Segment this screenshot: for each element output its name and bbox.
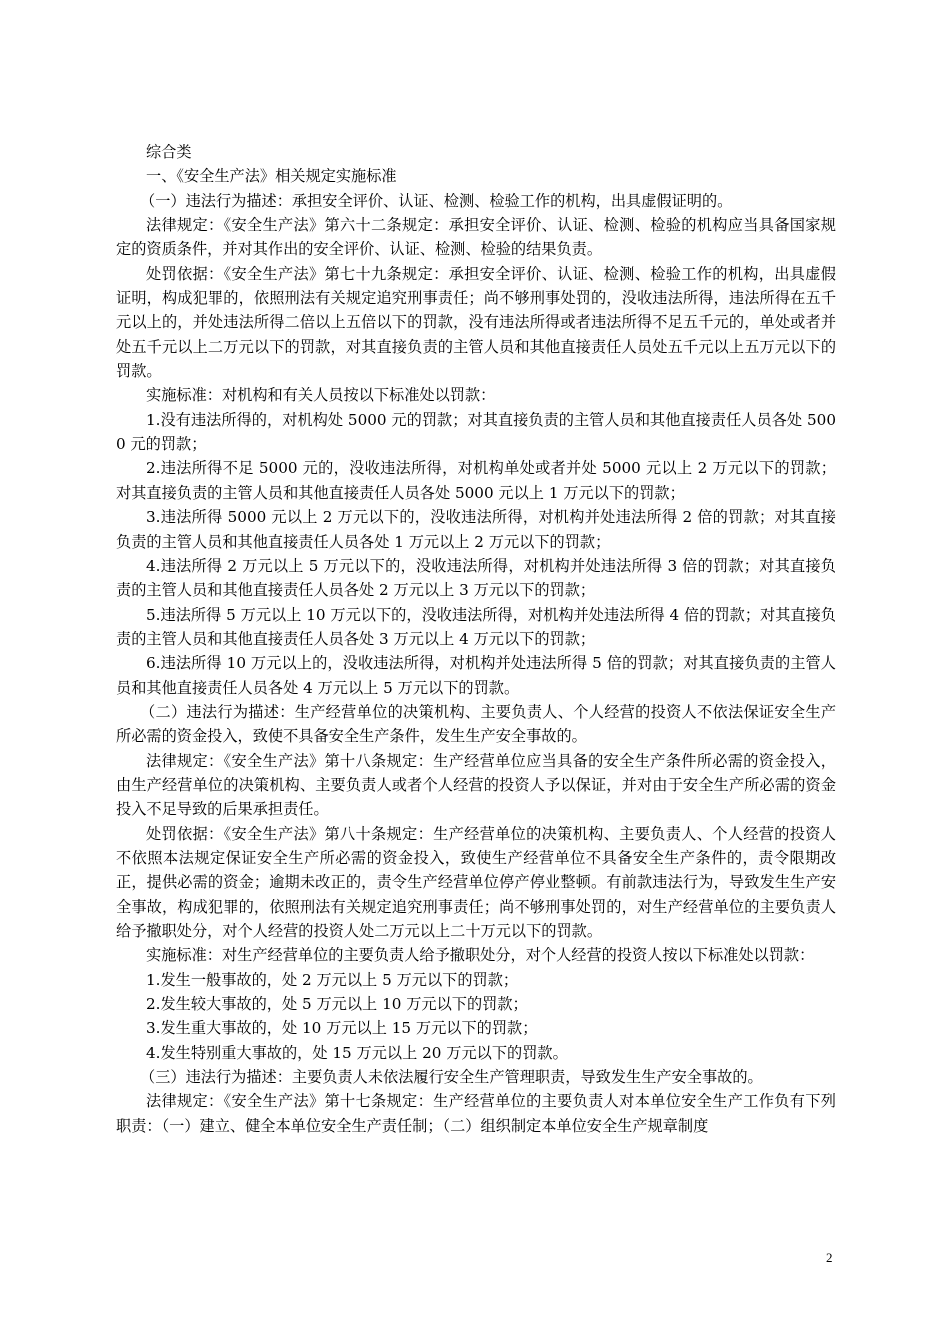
legal-provision: 法律规定：《安全生产法》第六十二条规定：承担安全评价、认证、检测、检验的机构应当具备国家规定的资质条件，并对其作出的安全评价、认证、检测、检验的结果负责。 bbox=[116, 216, 836, 259]
list-item: 2.违法所得不足 5000 元的，没收违法所得，对机构单处或者并处 5000 元以上 2 万元以下的罚款；对其直接负责的主管人员和其他直接责任人员各处 5000 元以上 1 万元以下的罚款； bbox=[116, 459, 836, 502]
penalty-basis: 处罚依据：《安全生产法》第八十条规定：生产经营单位的决策机构、主要负责人、个人经营的投资人不依照本法规定保证安全生产所必需的资金投入，致使生产经营单位不具备安全生产条件的，责令限期改正，提供必需的资金；逾期未改正的，责令生产经营单位停产停业整顿。有前款违法行为，导致发生生产安全事故，构成犯罪的，依照刑法有关规定追究刑事责任；尚不够刑事处罚的，对生产经营单位的主要负责人给予撤职处分，对个人经营的投资人处二万元以上二十万元以下的罚款。 bbox=[116, 824, 836, 940]
subsection-heading: 一、《安全生产法》相关规定实施标准 bbox=[146, 167, 397, 186]
page-number: 2 bbox=[826, 1250, 833, 1265]
list-item: 3.发生重大事故的，处 10 万元以上 15 万元以下的罚款； bbox=[146, 1019, 538, 1038]
penalty-basis: 处罚依据：《安全生产法》第七十九条规定：承担安全评价、认证、检测、检验工作的机构，出具虚假证明，构成犯罪的，依照刑法有关规定追究刑事责任；尚不够刑事处罚的，没收违法所得，违法所得在五千元以上的，并处违法所得二倍以上五倍以下的罚款，没有违法所得或者违法所得不足五千元的，单处或者并处五千元以上二万元以下的罚款，对其直接负责的主管人员和其他直接责任人员处五千元以上五万元以下的罚款。 bbox=[116, 264, 836, 381]
violation-description: （二）违法行为描述：生产经营单位的决策机构、主要负责人、个人经营的投资人不依法保证安全生产所必需的资金投入，致使不具备安全生产条件，发生生产安全事故的。 bbox=[116, 702, 836, 746]
list-item: 5.违法所得 5 万元以上 10 万元以下的，没收违法所得，对机构并处违法所得 4 倍的罚款；对其直接负责的主管人员和其他直接责任人员各处 3 万元以上 4 万元以下的罚款； bbox=[116, 605, 836, 648]
implementation-standard: 实施标准：对生产经营单位的主要负责人给予撤职处分，对个人经营的投资人按以下标准处以罚款： bbox=[146, 946, 815, 965]
list-item: 2.发生较大事故的，处 5 万元以上 10 万元以下的罚款； bbox=[146, 995, 528, 1014]
implementation-standard: 实施标准：对机构和有关人员按以下标准处以罚款： bbox=[146, 386, 496, 405]
legal-provision: 法律规定：《安全生产法》第十七条规定：生产经营单位的主要负责人对本单位安全生产工作负有下列职责：（一）建立、健全本单位安全生产责任制；（二）组织制定本单位安全生产规章制度 bbox=[116, 1092, 836, 1135]
section-heading: 综合类 bbox=[146, 143, 192, 161]
legal-provision: 法律规定：《安全生产法》第十八条规定：生产经营单位应当具备的安全生产条件所必需的资金投入，由生产经营单位的决策机构、主要负责人或者个人经营的投资人予以保证，并对由于安全生产所必需的资金投入不足导致的后果承担责任。 bbox=[116, 751, 836, 819]
list-item: 4.发生特别重大事故的，处 15 万元以上 20 万元以下的罚款。 bbox=[146, 1043, 568, 1062]
list-item: 1.没有违法所得的，对机构处 5000 元的罚款；对其直接负责的主管人员和其他直接责任人员各处 5000 元的罚款； bbox=[116, 410, 836, 454]
list-item: 6.违法所得 10 万元以上的，没收违法所得，对机构并处违法所得 5 倍的罚款；对其直接负责的主管人员和其他直接责任人员各处 4 万元以上 5 万元以下的罚款。 bbox=[116, 654, 836, 697]
list-item: 1.发生一般事故的，处 2 万元以上 5 万元以下的罚款； bbox=[146, 970, 519, 989]
violation-description: （一）违法行为描述：承担安全评价、认证、检测、检验工作的机构，出具虚假证明的。 bbox=[140, 191, 733, 210]
list-item: 3.违法所得 5000 元以上 2 万元以下的，没收违法所得，对机构并处违法所得 2 倍的罚款；对其直接负责的主管人员和其他直接责任人员各处 1 万元以上 2 万元以下的罚款； bbox=[116, 508, 836, 551]
list-item: 4.违法所得 2 万元以上 5 万元以下的，没收违法所得，对机构并处违法所得 3 倍的罚款；对其直接负责的主管人员和其他直接责任人员各处 2 万元以上 3 万元以下的罚款； bbox=[116, 556, 836, 600]
document-body bbox=[116, 140, 836, 1138]
violation-description: （三）违法行为描述：主要负责人未依法履行安全生产管理职责，导致发生生产安全事故的。 bbox=[140, 1068, 763, 1087]
